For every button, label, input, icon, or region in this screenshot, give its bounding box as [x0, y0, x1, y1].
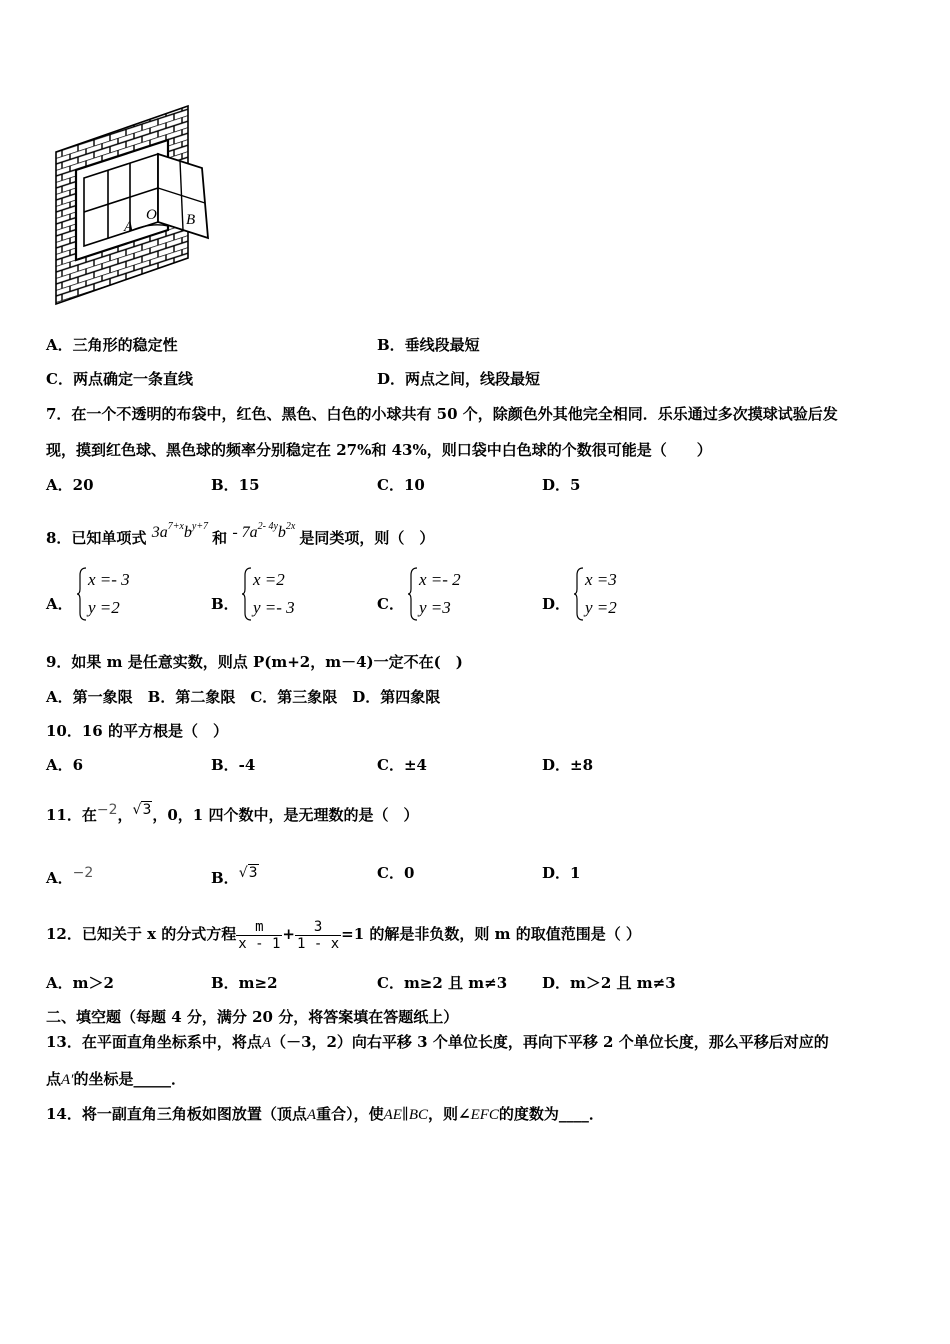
- q8-option-b-system: [253, 566, 295, 622]
- q11-stem: [46, 800, 418, 825]
- q8-option-a-system: [88, 566, 130, 622]
- q6-option-c: C．两点确定一条直线: [46, 370, 193, 388]
- q13-point-a-prime: A′: [61, 1072, 74, 1088]
- q8-option-c-eq1: x =- 2: [419, 570, 461, 589]
- q9-options: A．第一象限 B．第二象限 C．第三象限 D．第四象限: [46, 688, 441, 706]
- q12-option-b: B．m≥2: [211, 974, 278, 992]
- q8-suffix: 是同类项，则（ ）: [299, 529, 435, 547]
- q11-sqrt-radicand: 3: [142, 802, 152, 818]
- q14-vertex-a: A: [306, 1107, 317, 1123]
- q11-option-a-label: A．: [46, 869, 73, 887]
- q8-term1-coef: 3: [151, 524, 160, 541]
- q8-term1-a-exp: 7+x: [167, 521, 184, 532]
- q8-stem: [46, 512, 434, 553]
- q11-option-a-value: −2: [72, 865, 94, 881]
- q8-option-a-label: A．: [46, 595, 73, 613]
- q11-sep: ，: [117, 806, 133, 824]
- q7-option-c: C．10: [377, 476, 425, 494]
- q11-option-b-radicand: 3: [248, 865, 258, 881]
- q6-option-b: B．垂线段最短: [377, 336, 480, 354]
- q8-and: 和: [212, 529, 228, 547]
- q8-term1-b-exp: y+7: [191, 521, 209, 532]
- q8-option-b-eq1: x =2: [253, 570, 285, 589]
- q12-option-c: C．m≥2 且 m≠3: [377, 974, 508, 992]
- q8-option-c-brace: [407, 567, 419, 621]
- q8-term2-coef: - 7: [232, 524, 250, 541]
- q13-line1-a: 13．在平面直角坐标系中，将点: [46, 1033, 262, 1051]
- q13-line1-b: （－3，2）向右平移 3 个单位长度，再向下平移 2 个单位长度，那么平移后对应的: [271, 1033, 829, 1051]
- window-wall-figure: [50, 100, 220, 310]
- q11-option-a: [46, 863, 93, 888]
- q8-prefix: 8．已知单项式: [46, 529, 147, 547]
- q11-option-b-sqrt: √3: [238, 865, 258, 881]
- q10-option-c: C．±4: [377, 756, 427, 774]
- q7-option-b: B．15: [211, 476, 260, 494]
- q14-stem: [46, 1104, 604, 1125]
- q13-point-a: A: [261, 1035, 272, 1051]
- q8-option-d-eq1: x =3: [585, 570, 617, 589]
- q8-option-d-label: D．: [542, 595, 571, 613]
- q6-option-d: D．两点之间，线段最短: [377, 370, 541, 388]
- q13-line2: [46, 1069, 186, 1090]
- q8-term1-b: b: [183, 524, 192, 541]
- q8-option-c-label: C．: [377, 595, 404, 613]
- q14-part-c: 重合），使: [316, 1105, 384, 1123]
- q8-option-b-label: B．: [211, 595, 239, 613]
- q12-stem: [46, 914, 641, 954]
- q8-term2-b: b: [277, 524, 286, 541]
- q12-option-d: D．m＞2 且 m≠3: [542, 974, 676, 992]
- q14-angle-name: EFC: [470, 1107, 499, 1123]
- figure-label-a: A: [124, 219, 134, 235]
- q7-stem-line1: 7．在一个不透明的布袋中，红色、黑色、白色的小球共有 50 个，除颜色外其他完全相同．乐乐通过多次摸球试验后发: [46, 405, 838, 423]
- q12-fraction-1-num: m: [236, 919, 282, 936]
- q11-option-c: C．0: [377, 864, 415, 882]
- figure-label-b: B: [186, 212, 196, 228]
- q14-part-g: 的度数为____．: [498, 1105, 604, 1123]
- section-2-heading: 二、填空题（每题 4 分，满分 20 分，将答案填在答题纸上）: [46, 1008, 459, 1026]
- q7-stem-line2: 现，摸到红色球、黑色球的频率分别稳定在 27%和 43%，则口袋中白色球的个数很可能是（ ）: [46, 441, 712, 459]
- q8-term1-a: a: [159, 524, 168, 541]
- q8-option-b-eq2: y =- 3: [253, 598, 295, 617]
- q13-line1: [46, 1032, 829, 1053]
- q8-term2-a: a: [249, 524, 258, 541]
- q8-option-c-eq2: y =3: [419, 598, 451, 617]
- q14-part-e: ，则∠: [428, 1105, 471, 1123]
- q13-line2-a: 点: [46, 1070, 62, 1088]
- q8-option-d-brace: [573, 567, 585, 621]
- q8-option-b-brace: [241, 567, 253, 621]
- q11-option-b: [211, 863, 259, 888]
- figure-label-o: O: [146, 207, 157, 223]
- q11-prefix: 11．在: [46, 806, 97, 824]
- q8-option-a-eq2: y =2: [88, 598, 120, 617]
- q7-option-a: A．20: [46, 476, 94, 494]
- q12-suffix: =1 的解是非负数，则 m 的取值范围是（ ）: [341, 925, 641, 943]
- q13-line2-b: 的坐标是_____．: [73, 1070, 186, 1088]
- q12-fraction-2-num: 3: [295, 919, 341, 936]
- q8-term2-a-exp: 2- 4y: [257, 521, 278, 532]
- q12-fraction-2: [295, 919, 341, 952]
- q8-option-a-eq1: x =- 3: [88, 570, 130, 589]
- q8-option-a-brace: [76, 567, 88, 621]
- q11-sqrt-three: √3: [132, 802, 152, 818]
- q11-option-d: D．1: [542, 864, 581, 882]
- q8-option-c-system: [419, 566, 461, 622]
- q12-fraction-1-den: x - 1: [238, 935, 281, 952]
- q6-option-a: A．三角形的稳定性: [46, 336, 178, 354]
- q10-option-a: A．6: [46, 756, 84, 774]
- q8-option-d-eq2: y =2: [585, 598, 617, 617]
- q12-fraction-1: [236, 919, 282, 952]
- q10-option-b: B．-4: [211, 756, 256, 774]
- q8-option-d-system: [585, 566, 617, 622]
- q12-prefix: 12．已知关于 x 的分式方程: [46, 925, 237, 943]
- q8-term2-b-exp: 2x: [285, 521, 296, 532]
- q10-stem: 10．16 的平方根是（ ）: [46, 722, 228, 740]
- q12-fraction-2-den: 1 - x: [297, 935, 340, 952]
- q9-stem: 9．如果 m 是任意实数，则点 P(m+2，m－4)一定不在( ): [46, 653, 463, 671]
- q11-neg-two: −2: [96, 802, 118, 818]
- q11-option-b-label: B．: [211, 869, 239, 887]
- q11-suffix: ，0，1 四个数中，是无理数的是（ ）: [152, 806, 419, 824]
- q14-parallel: AE∥BC: [383, 1107, 428, 1123]
- q14-part-a: 14．将一副直角三角板如图放置（顶点: [46, 1105, 307, 1123]
- q7-option-d: D．5: [542, 476, 581, 494]
- q10-option-d: D．±8: [542, 756, 594, 774]
- q12-option-a: A．m＞2: [46, 974, 114, 992]
- q12-plus: +: [282, 925, 295, 943]
